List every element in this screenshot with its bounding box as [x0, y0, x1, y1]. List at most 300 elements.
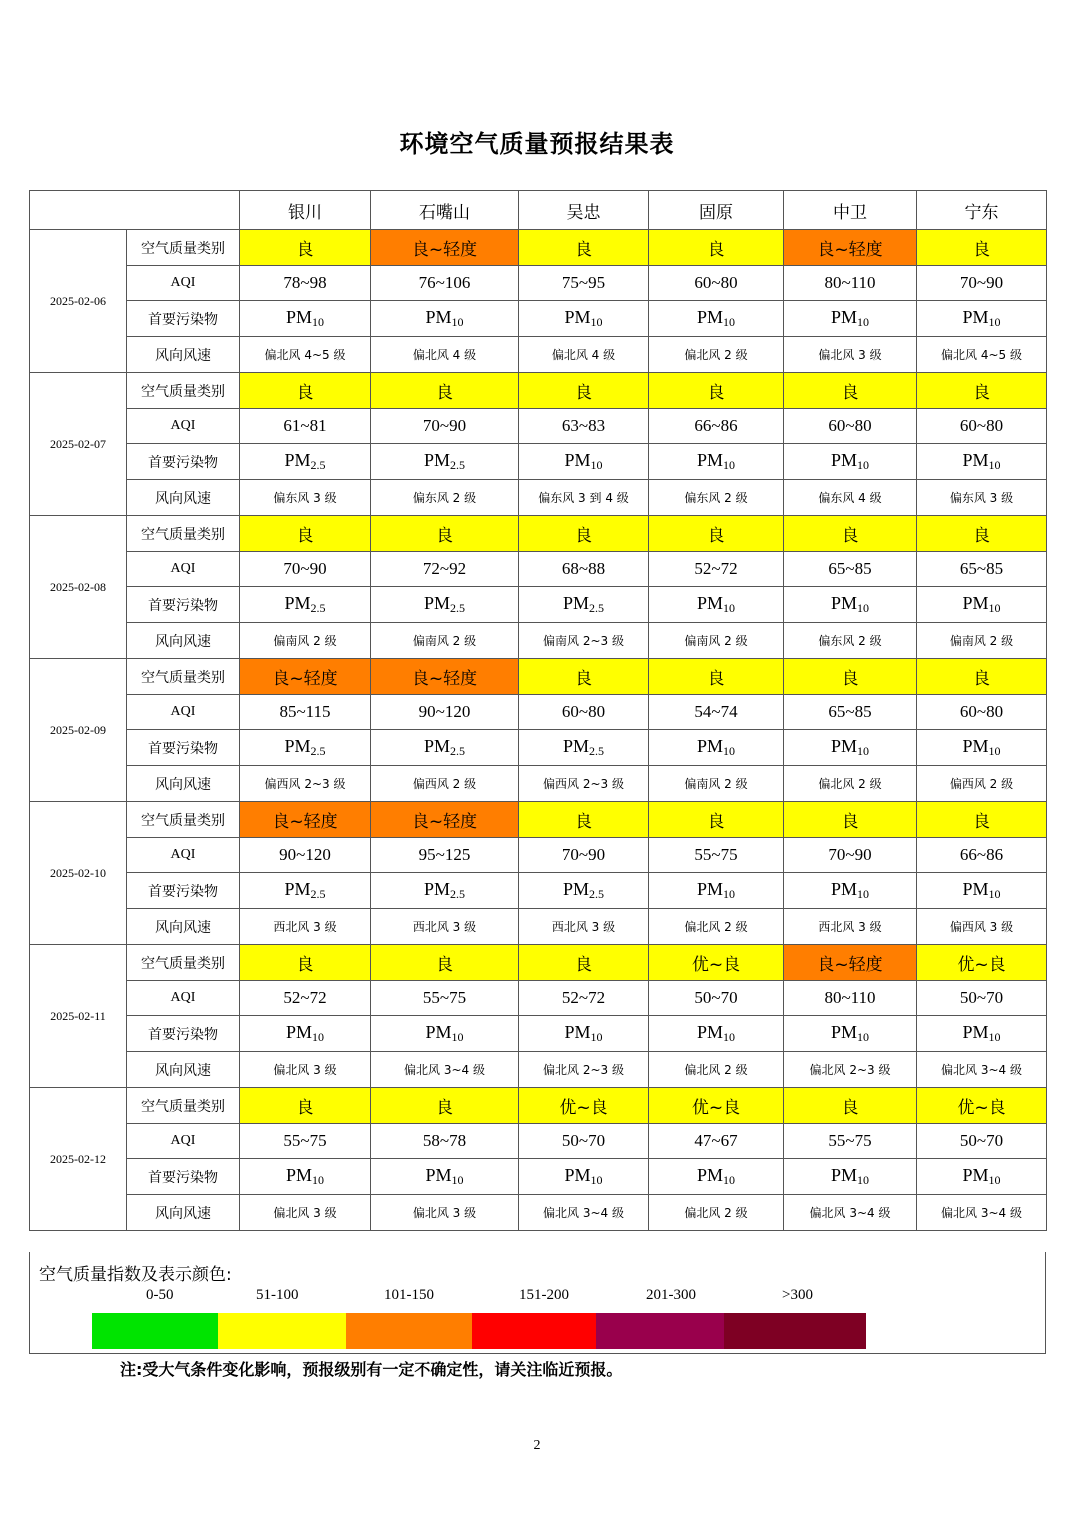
- pollutant-cell: [649, 1159, 784, 1195]
- wind-cell: 偏东风 3 到 4 级: [519, 480, 649, 516]
- pollutant-size: 10: [857, 601, 869, 615]
- legend-range-label: 0-50: [146, 1287, 174, 1303]
- aqi-cell: 60~80: [917, 409, 1047, 444]
- pollutant-row: [30, 1016, 1047, 1052]
- category-cell: 良: [519, 802, 649, 838]
- legend-range-label: 151-200: [519, 1287, 569, 1303]
- category-cell: 良: [649, 659, 784, 695]
- pollutant-row: [30, 301, 1047, 337]
- wind-cell: 偏西风 2 级: [371, 766, 519, 802]
- pollutant-name: PM: [830, 307, 857, 327]
- wind-row: [30, 337, 1047, 373]
- category-cell: 良: [784, 659, 917, 695]
- wind-row: [30, 1195, 1047, 1231]
- aqi-cell: 72~92: [371, 552, 519, 587]
- category-cell: 良: [649, 516, 784, 552]
- wind-row: [30, 480, 1047, 516]
- wind-cell: 偏东风 2 级: [649, 480, 784, 516]
- pollutant-size: 2.5: [589, 744, 604, 758]
- pollutant-name: PM: [285, 1165, 312, 1185]
- forecast-date: 2025-02-10: [30, 802, 127, 945]
- wind-cell: 偏北风 2 级: [649, 1195, 784, 1231]
- pollutant-cell: [519, 730, 649, 766]
- category-cell: 良: [784, 373, 917, 409]
- pollutant-size: 10: [988, 1030, 1001, 1044]
- pollutant-name: PM: [284, 879, 311, 899]
- wind-cell: 偏北风 3 级: [784, 337, 917, 373]
- wind-cell: 西北风 3 级: [519, 909, 649, 945]
- aqi-cell: 61~81: [240, 409, 371, 444]
- pollutant-size: 10: [312, 1030, 324, 1044]
- pollutant-cell: [649, 301, 784, 337]
- pollutant-name: PM: [962, 450, 989, 470]
- wind-label: 风向风速: [127, 480, 240, 516]
- aqi-cell: 80~110: [784, 981, 917, 1016]
- category-cell: 良: [371, 1088, 519, 1124]
- category-label: 空气质量类别: [127, 1088, 240, 1124]
- aqi-label: AQI: [127, 981, 240, 1016]
- wind-row: [30, 623, 1047, 659]
- wind-cell: 偏西风 3 级: [917, 909, 1047, 945]
- pollutant-cell: [519, 1159, 649, 1195]
- category-cell: 良: [917, 802, 1047, 838]
- aqi-cell: 68~88: [519, 552, 649, 587]
- aqi-cell: 70~90: [917, 266, 1047, 301]
- aqi-label: AQI: [127, 695, 240, 730]
- pollutant-size: 10: [723, 315, 735, 329]
- pollutant-size: 2.5: [450, 601, 465, 615]
- pollutant-name: PM: [962, 307, 989, 327]
- aqi-cell: 65~85: [784, 552, 917, 587]
- forecast-table: [29, 190, 1047, 1231]
- pollutant-size: 2.5: [450, 887, 465, 901]
- category-cell: 良: [649, 373, 784, 409]
- pollutant-cell: [917, 730, 1047, 766]
- aqi-cell: 60~80: [784, 409, 917, 444]
- category-cell: 良: [240, 516, 371, 552]
- aqi-cell: 50~70: [649, 981, 784, 1016]
- pollutant-cell: [371, 301, 519, 337]
- pollutant-cell: [519, 873, 649, 909]
- pollutant-name: PM: [830, 1022, 857, 1042]
- aqi-row: [30, 695, 1047, 730]
- aqi-cell: 58~78: [371, 1124, 519, 1159]
- pollutant-row: [30, 444, 1047, 480]
- aqi-cell: 70~90: [240, 552, 371, 587]
- pollutant-cell: [917, 301, 1047, 337]
- category-cell: 良: [784, 516, 917, 552]
- category-label: 空气质量类别: [127, 802, 240, 838]
- category-cell: 良: [917, 373, 1047, 409]
- aqi-cell: 50~70: [917, 1124, 1047, 1159]
- category-cell: 良: [371, 945, 519, 981]
- category-cell: 良~轻度: [240, 802, 371, 838]
- wind-cell: 偏北风 4~5 级: [240, 337, 371, 373]
- category-cell: 良: [371, 516, 519, 552]
- aqi-cell: 50~70: [519, 1124, 649, 1159]
- aqi-cell: 52~72: [240, 981, 371, 1016]
- aqi-label: AQI: [127, 838, 240, 873]
- legend-color-swatch: [346, 1313, 472, 1349]
- pollutant-cell: [784, 444, 917, 480]
- header-corner: [30, 191, 240, 230]
- category-cell: 良~轻度: [240, 659, 371, 695]
- category-cell: 良: [784, 802, 917, 838]
- wind-cell: 偏东风 2 级: [371, 480, 519, 516]
- pollutant-size: 10: [988, 601, 1001, 615]
- city-header: 固原: [649, 191, 784, 230]
- pollutant-size: 2.5: [310, 744, 326, 758]
- pollutant-size: 10: [857, 744, 869, 758]
- wind-cell: 西北风 3 级: [371, 909, 519, 945]
- wind-cell: 偏北风 4 级: [519, 337, 649, 373]
- pollutant-size: 10: [988, 744, 1001, 758]
- pollutant-size: 10: [857, 1173, 869, 1187]
- pollutant-cell: [784, 1159, 917, 1195]
- wind-label: 风向风速: [127, 909, 240, 945]
- pollutant-size: 10: [988, 458, 1001, 472]
- pollutant-name: PM: [564, 450, 591, 470]
- aqi-cell: 60~80: [519, 695, 649, 730]
- aqi-cell: 80~110: [784, 266, 917, 301]
- pollutant-cell: [649, 730, 784, 766]
- pollutant-name: PM: [830, 1165, 857, 1185]
- pollutant-size: 10: [590, 458, 603, 472]
- category-row: [30, 802, 1047, 838]
- pollutant-size: 2.5: [589, 887, 604, 901]
- aqi-cell: 90~120: [240, 838, 371, 873]
- aqi-cell: 47~67: [649, 1124, 784, 1159]
- category-row: [30, 1088, 1047, 1124]
- category-label: 空气质量类别: [127, 230, 240, 266]
- pollutant-name: PM: [830, 450, 857, 470]
- category-row: [30, 945, 1047, 981]
- pollutant-name: PM: [562, 593, 589, 613]
- aqi-cell: 50~70: [917, 981, 1047, 1016]
- aqi-cell: 85~115: [240, 695, 371, 730]
- page-title: 环境空气质量预报结果表: [399, 130, 675, 158]
- legend-range-label: 201-300: [646, 1287, 696, 1303]
- category-cell: 良~轻度: [371, 802, 519, 838]
- pollutant-cell: [519, 1016, 649, 1052]
- pollutant-cell: [649, 1016, 784, 1052]
- category-cell: 良: [371, 373, 519, 409]
- pollutant-size: 10: [857, 887, 869, 901]
- pollutant-size: 10: [590, 1173, 603, 1187]
- wind-cell: 偏北风 3~4 级: [371, 1052, 519, 1088]
- pollutant-cell: [240, 301, 371, 337]
- pollutant-cell: [649, 444, 784, 480]
- legend-color-swatch: [596, 1313, 724, 1349]
- aqi-row: [30, 1124, 1047, 1159]
- category-cell: 优~良: [917, 1088, 1047, 1124]
- pollutant-name: PM: [284, 450, 311, 470]
- forecast-date: 2025-02-08: [30, 516, 127, 659]
- category-label: 空气质量类别: [127, 945, 240, 981]
- category-cell: 良: [240, 373, 371, 409]
- pollutant-cell: [371, 587, 519, 623]
- pollutant-cell: [371, 730, 519, 766]
- pollutant-name: PM: [425, 307, 452, 327]
- wind-label: 风向风速: [127, 766, 240, 802]
- aqi-cell: 66~86: [917, 838, 1047, 873]
- pollutant-size: 2.5: [310, 601, 326, 615]
- aqi-row: [30, 266, 1047, 301]
- pollutant-name: PM: [962, 736, 989, 756]
- aqi-cell: 95~125: [371, 838, 519, 873]
- pollutant-name: PM: [696, 736, 723, 756]
- pollutant-name: PM: [564, 1165, 591, 1185]
- wind-cell: 偏北风 4 级: [371, 337, 519, 373]
- category-label: 空气质量类别: [127, 516, 240, 552]
- pollutant-size: 10: [723, 744, 735, 758]
- aqi-cell: 75~95: [519, 266, 649, 301]
- pollutant-name: PM: [696, 879, 723, 899]
- forecast-date: 2025-02-11: [30, 945, 127, 1088]
- pollutant-size: 2.5: [310, 458, 326, 472]
- aqi-row: [30, 409, 1047, 444]
- wind-cell: 偏东风 4 级: [784, 480, 917, 516]
- pollutant-cell: [240, 444, 371, 480]
- forecast-date: 2025-02-07: [30, 373, 127, 516]
- pollutant-cell: [784, 730, 917, 766]
- pollutant-row: [30, 1159, 1047, 1195]
- aqi-cell: 60~80: [917, 695, 1047, 730]
- wind-cell: 偏北风 3 级: [371, 1195, 519, 1231]
- category-cell: 良: [649, 802, 784, 838]
- pollutant-cell: [519, 444, 649, 480]
- wind-label: 风向风速: [127, 337, 240, 373]
- category-cell: 良: [519, 516, 649, 552]
- category-cell: 优~良: [649, 945, 784, 981]
- pollutant-size: 2.5: [450, 744, 465, 758]
- pollutant-row: [30, 587, 1047, 623]
- pollutant-label: 首要污染物: [127, 444, 240, 480]
- aqi-row: [30, 552, 1047, 587]
- pollutant-size: 10: [988, 1173, 1001, 1187]
- pollutant-label: 首要污染物: [127, 1159, 240, 1195]
- wind-row: [30, 766, 1047, 802]
- pollutant-size: 10: [857, 315, 869, 329]
- category-cell: 优~良: [649, 1088, 784, 1124]
- pollutant-cell: [784, 301, 917, 337]
- aqi-row: [30, 838, 1047, 873]
- wind-cell: 偏南风 2~3 级: [519, 623, 649, 659]
- category-cell: 良: [519, 373, 649, 409]
- aqi-cell: 52~72: [519, 981, 649, 1016]
- category-label: 空气质量类别: [127, 373, 240, 409]
- pollutant-cell: [519, 587, 649, 623]
- pollutant-name: PM: [564, 307, 591, 327]
- pollutant-size: 2.5: [310, 887, 326, 901]
- category-row: [30, 373, 1047, 409]
- wind-cell: 偏南风 2 级: [649, 766, 784, 802]
- aqi-cell: 76~106: [371, 266, 519, 301]
- category-cell: 良: [519, 659, 649, 695]
- city-header: 石嘴山: [371, 191, 519, 230]
- wind-cell: 偏北风 2 级: [649, 1052, 784, 1088]
- pollutant-cell: [784, 587, 917, 623]
- wind-cell: 偏东风 2 级: [784, 623, 917, 659]
- aqi-cell: 65~85: [784, 695, 917, 730]
- aqi-cell: 65~85: [917, 552, 1047, 587]
- category-row: [30, 516, 1047, 552]
- category-cell: 良~轻度: [371, 230, 519, 266]
- category-cell: 良~轻度: [784, 945, 917, 981]
- pollutant-cell: [917, 587, 1047, 623]
- pollutant-cell: [784, 873, 917, 909]
- pollutant-name: PM: [423, 879, 450, 899]
- pollutant-cell: [371, 1016, 519, 1052]
- wind-cell: 偏东风 3 级: [240, 480, 371, 516]
- city-header: 宁东: [917, 191, 1047, 230]
- pollutant-label: 首要污染物: [127, 730, 240, 766]
- wind-cell: 偏北风 2 级: [649, 337, 784, 373]
- pollutant-name: PM: [830, 736, 857, 756]
- legend-color-swatch: [724, 1313, 866, 1349]
- pollutant-cell: [649, 587, 784, 623]
- pollutant-size: 10: [312, 1173, 324, 1187]
- wind-cell: 偏南风 2 级: [917, 623, 1047, 659]
- aqi-label: AQI: [127, 1124, 240, 1159]
- wind-cell: 偏西风 2~3 级: [519, 766, 649, 802]
- pollutant-name: PM: [284, 593, 311, 613]
- aqi-label: AQI: [127, 552, 240, 587]
- wind-cell: 偏西风 2~3 级: [240, 766, 371, 802]
- pollutant-size: 10: [590, 1030, 603, 1044]
- legend-range-label: 51-100: [256, 1287, 299, 1303]
- legend-color-swatch: [92, 1313, 218, 1349]
- legend-range-label: >300: [782, 1287, 813, 1303]
- pollutant-size: 10: [312, 315, 324, 329]
- legend-title: 空气质量指数及表示颜色:: [39, 1265, 232, 1285]
- category-cell: 良: [917, 516, 1047, 552]
- pollutant-label: 首要污染物: [127, 873, 240, 909]
- pollutant-name: PM: [562, 736, 589, 756]
- wind-cell: 偏北风 2~3 级: [519, 1052, 649, 1088]
- aqi-row: [30, 981, 1047, 1016]
- legend-color-swatch: [218, 1313, 346, 1349]
- pollutant-name: PM: [962, 879, 989, 899]
- wind-row: [30, 909, 1047, 945]
- wind-cell: 西北风 3 级: [784, 909, 917, 945]
- wind-cell: 偏南风 2 级: [649, 623, 784, 659]
- aqi-label: AQI: [127, 266, 240, 301]
- category-cell: 良~轻度: [784, 230, 917, 266]
- city-header: 银川: [240, 191, 371, 230]
- pollutant-name: PM: [830, 593, 857, 613]
- pollutant-cell: [917, 1159, 1047, 1195]
- pollutant-label: 首要污染物: [127, 301, 240, 337]
- pollutant-name: PM: [696, 1022, 723, 1042]
- category-cell: 良: [917, 659, 1047, 695]
- wind-label: 风向风速: [127, 623, 240, 659]
- pollutant-size: 10: [988, 315, 1001, 329]
- pollutant-cell: [784, 1016, 917, 1052]
- wind-row: [30, 1052, 1047, 1088]
- wind-label: 风向风速: [127, 1195, 240, 1231]
- aqi-cell: 78~98: [240, 266, 371, 301]
- pollutant-name: PM: [423, 593, 450, 613]
- page-number: 2: [533, 1438, 541, 1453]
- pollutant-label: 首要污染物: [127, 587, 240, 623]
- wind-cell: 偏北风 3~4 级: [519, 1195, 649, 1231]
- pollutant-name: PM: [423, 736, 450, 756]
- pollutant-cell: [649, 873, 784, 909]
- category-cell: 良~轻度: [371, 659, 519, 695]
- pollutant-size: 2.5: [450, 458, 465, 472]
- pollutant-name: PM: [696, 450, 723, 470]
- wind-cell: 偏北风 4~5 级: [917, 337, 1047, 373]
- city-header: 中卫: [784, 191, 917, 230]
- wind-cell: 偏北风 2 级: [649, 909, 784, 945]
- wind-cell: 偏北风 3~4 级: [917, 1052, 1047, 1088]
- pollutant-row: [30, 873, 1047, 909]
- pollutant-name: PM: [962, 1165, 989, 1185]
- aqi-cell: 66~86: [649, 409, 784, 444]
- forecast-date: 2025-02-09: [30, 659, 127, 802]
- category-cell: 良: [519, 230, 649, 266]
- forecast-date: 2025-02-12: [30, 1088, 127, 1231]
- pollutant-label: 首要污染物: [127, 1016, 240, 1052]
- pollutant-cell: [917, 444, 1047, 480]
- aqi-cell: 63~83: [519, 409, 649, 444]
- pollutant-cell: [917, 1016, 1047, 1052]
- pollutant-size: 10: [723, 601, 735, 615]
- pollutant-size: 10: [857, 458, 869, 472]
- aqi-label: AQI: [127, 409, 240, 444]
- city-header: 吴忠: [519, 191, 649, 230]
- wind-cell: 偏南风 2 级: [240, 623, 371, 659]
- pollutant-cell: [240, 587, 371, 623]
- wind-cell: 偏西风 2 级: [917, 766, 1047, 802]
- pollutant-cell: [371, 1159, 519, 1195]
- pollutant-name: PM: [562, 879, 589, 899]
- aqi-cell: 70~90: [371, 409, 519, 444]
- forecast-note: 注:受大气条件变化影响，预报级别有一定不确定性，请关注临近预报。: [120, 1360, 623, 1379]
- pollutant-size: 10: [590, 315, 603, 329]
- pollutant-name: PM: [696, 307, 723, 327]
- pollutant-cell: [371, 444, 519, 480]
- pollutant-name: PM: [962, 593, 989, 613]
- pollutant-size: 10: [723, 887, 735, 901]
- aqi-cell: 55~75: [784, 1124, 917, 1159]
- category-row: [30, 230, 1047, 266]
- aqi-cell: 55~75: [371, 981, 519, 1016]
- category-cell: 良: [784, 1088, 917, 1124]
- wind-cell: 偏北风 2~3 级: [784, 1052, 917, 1088]
- forecast-date: 2025-02-06: [30, 230, 127, 373]
- pollutant-name: PM: [423, 450, 450, 470]
- wind-cell: 偏北风 3 级: [240, 1195, 371, 1231]
- pollutant-cell: [240, 730, 371, 766]
- category-cell: 良: [240, 945, 371, 981]
- pollutant-size: 10: [723, 1173, 735, 1187]
- pollutant-cell: [240, 1016, 371, 1052]
- wind-label: 风向风速: [127, 1052, 240, 1088]
- category-cell: 优~良: [917, 945, 1047, 981]
- category-cell: 优~良: [519, 1088, 649, 1124]
- pollutant-name: PM: [425, 1165, 452, 1185]
- aqi-cell: 90~120: [371, 695, 519, 730]
- pollutant-cell: [240, 1159, 371, 1195]
- pollutant-size: 2.5: [589, 601, 604, 615]
- pollutant-cell: [371, 873, 519, 909]
- pollutant-size: 10: [723, 458, 735, 472]
- pollutant-name: PM: [284, 736, 311, 756]
- pollutant-name: PM: [696, 593, 723, 613]
- pollutant-name: PM: [696, 1165, 723, 1185]
